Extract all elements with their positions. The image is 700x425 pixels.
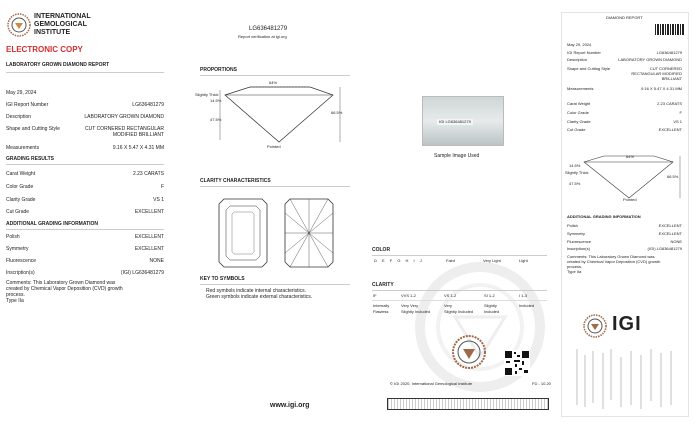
security-strip xyxy=(387,398,549,410)
plot-bottom-view xyxy=(284,198,334,268)
additional-info-title: ADDITIONAL GRADING INFORMATION xyxy=(6,221,99,227)
clarity-desc-3b: Slightly Included xyxy=(444,309,474,314)
website: www.igi.org xyxy=(270,402,310,409)
additional-row: Fluorescence NONE xyxy=(6,258,164,264)
color-scale-letters: D E F G H I J xyxy=(374,258,424,263)
grading-row: Clarity Grade VS 1 xyxy=(6,197,164,203)
plot-top-view xyxy=(218,198,268,268)
igi-logo-seal-icon xyxy=(583,314,607,338)
clarity-vs: VS 1-2 xyxy=(444,293,457,298)
crown-percent: 14.5% xyxy=(210,98,222,103)
right-date: May 29, 2024 xyxy=(567,42,592,47)
right-grading-row: Cut Grade EXCELLENT xyxy=(567,127,682,132)
grading-row: Color Grade F xyxy=(6,184,164,190)
detail-row: MODIFIED BRILLIANT xyxy=(112,132,164,138)
color-very-light: Very Light xyxy=(483,258,501,263)
girdle-thickness: Slightly Thick xyxy=(195,92,219,97)
right-title: DIAMOND REPORT xyxy=(606,15,643,20)
detail-row: Shape and Cutting Style CUT CORNERED RECTANGULAR xyxy=(6,126,164,132)
clarity-i: I 1-3 xyxy=(519,293,528,298)
right-additional-row: Inscription(s) (IGI) LG636481279 xyxy=(567,246,682,251)
total-depth-percent: 66.5% xyxy=(331,110,343,115)
right-grading-row: Color Grade F xyxy=(567,110,682,115)
report-title: LABORATORY GROWN DIAMOND REPORT xyxy=(6,62,110,68)
key-to-symbols-title: KEY TO SYMBOLS xyxy=(200,276,245,282)
culet-label: Pointed xyxy=(267,144,281,149)
sample-image: IGI LG636481279 xyxy=(422,96,504,146)
clarity-desc-1: Internally xyxy=(373,303,390,308)
right-girdle: Slightly Thick xyxy=(565,170,589,175)
grading-row: Cut Grade EXCELLENT xyxy=(6,209,164,215)
right-fine-print xyxy=(573,345,683,413)
additional-row: Inscription(s) (IGI) LG636481279 xyxy=(6,270,164,276)
right-detail-row: Measurements 9.16 X 5.47 X 4.31 MM xyxy=(567,86,682,91)
clarity-desc-1b: Flawless xyxy=(373,309,389,314)
color-scale-title: COLOR xyxy=(372,247,391,253)
right-depth-percent: 66.5% xyxy=(667,174,679,179)
form-code: FD - 10.20 xyxy=(532,381,551,386)
right-additional-row: Symmetry EXCELLENT xyxy=(567,231,682,236)
barcode xyxy=(655,24,685,35)
pavilion-percent: 47.5% xyxy=(210,117,222,122)
verification-text: Report verification at igi.org xyxy=(238,34,287,39)
detail-row: Description LABORATORY GROWN DIAMOND xyxy=(6,114,164,120)
clarity-desc-4b: Included xyxy=(484,309,500,314)
clarity-if: IF xyxy=(373,293,377,298)
right-pavilion-percent: 47.5% xyxy=(569,181,581,186)
right-detail-row: IGI Report Number LG636481279 xyxy=(567,50,682,55)
key-line-red: Red symbols indicate internal characteristics. xyxy=(206,288,307,294)
right-crown-percent: 14.5% xyxy=(569,163,581,168)
clarity-characteristics-title: CLARITY CHARACTERISTICS xyxy=(200,178,271,184)
igi-seal-small-icon xyxy=(452,335,486,369)
color-faint: Faint xyxy=(446,258,455,263)
right-grading-row: Clarity Grade VS 1 xyxy=(567,119,682,124)
comments: Comments: This Laboratory Grown Diamond was created by Chemical Vapor Deposition (CVD) growth process. Type IIa xyxy=(6,280,123,304)
right-detail-row: Description LABORATORY GROWN DIAMOND xyxy=(567,57,682,62)
clarity-si: SI 1-2 xyxy=(484,293,495,298)
right-comments: Comments: This Laboratory Grown Diamond was created by Chemical Vapor Deposition (CVD) growth process. Type IIa xyxy=(567,254,661,274)
copyright: © IGI 2020, International Gemological Institute xyxy=(390,381,473,386)
key-line-green: Green symbols indicate external characteristics. xyxy=(206,294,313,300)
additional-row: Symmetry EXCELLENT xyxy=(6,246,164,252)
right-detail-row: Shape and Cutting Style CUT CORNERED xyxy=(567,66,682,71)
clarity-desc-5: Included xyxy=(519,303,535,308)
color-light: Light xyxy=(519,258,528,263)
right-grading-row: Carat Weight 2.23 CARATS xyxy=(567,101,682,106)
right-table-percent: 64% xyxy=(626,154,635,159)
clarity-scale-title: CLARITY xyxy=(372,282,394,288)
proportions-title: PROPORTIONS xyxy=(200,67,237,73)
clarity-desc-2: Very Very xyxy=(401,303,419,308)
electronic-copy-label: ELECTRONIC COPY xyxy=(6,45,83,54)
additional-row: Polish EXCELLENT xyxy=(6,234,164,240)
igi-logo-text: IGI xyxy=(612,313,642,335)
report-date: May 29, 2024 xyxy=(6,90,37,96)
right-additional-row: Polish EXCELLENT xyxy=(567,223,682,228)
right-culet: Pointed xyxy=(623,197,637,202)
right-detail-row: RECTANGULAR MODIFIED xyxy=(631,71,682,76)
clarity-desc-4: Slightly xyxy=(484,303,497,308)
org-name: INTERNATIONAL GEMOLOGICAL INSTITUTE xyxy=(34,13,91,36)
report-number-top: LG636481279 xyxy=(249,26,288,32)
sample-image-label: Sample Image Used xyxy=(434,153,480,159)
grading-results-title: GRADING RESULTS xyxy=(6,156,54,162)
table-percent: 64% xyxy=(269,80,278,85)
clarity-desc-2b: Slightly Included xyxy=(401,309,431,314)
clarity-vvs: VVS 1-2 xyxy=(401,293,416,298)
clarity-desc-3: Very xyxy=(444,303,453,308)
igi-seal-icon xyxy=(7,13,31,37)
qr-code-icon xyxy=(504,350,530,376)
grading-row: Carat Weight 2.23 CARATS xyxy=(6,171,164,177)
right-detail-row: BRILLIANT xyxy=(661,76,682,81)
detail-row: Measurements 9.16 X 5.47 X 4.31 MM xyxy=(6,145,164,151)
detail-row: IGI Report Number LG636481279 xyxy=(6,102,164,108)
right-additional-row: Fluorescence NONE xyxy=(567,239,682,244)
right-additional-title: ADDITIONAL GRADING INFORMATION xyxy=(567,214,641,219)
